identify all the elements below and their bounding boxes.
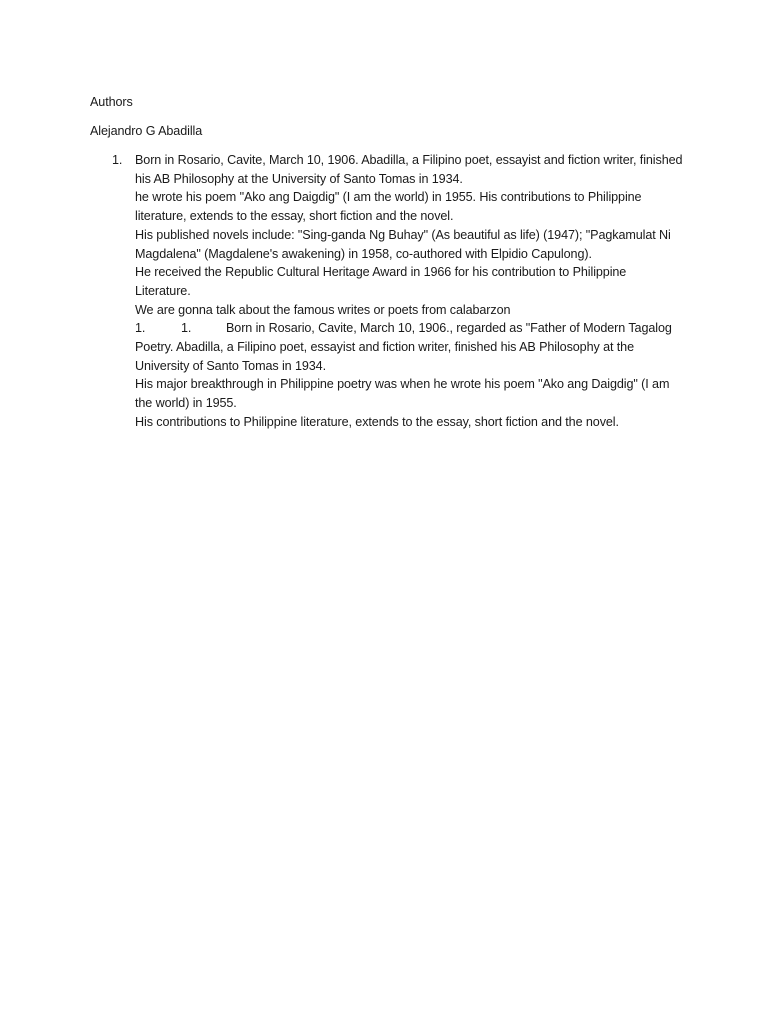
paragraph-novels: His published novels include: "Sing-ganda Ng Buhay" (As beautiful as life) (1947); "Pagkamulat Ni Magdalena" (Magdalene's awakening) in 1958, co-authored with Elpidio Capulong).: [135, 227, 671, 261]
paragraph-calabarzon: We are gonna talk about the famous writes or poets from calabarzon: [135, 302, 511, 317]
list-item-body: [135, 151, 685, 432]
paragraph-contributions: His contributions to Philippine literature, extends to the essay, short fiction and the novel.: [135, 414, 619, 429]
nested-marker-b: 1.: [181, 321, 192, 336]
paragraph-breakthrough: His major breakthrough in Philippine poetry was when he wrote his poem "Ako ang Daigdig" (I am the world) in 1955.: [135, 377, 670, 411]
nested-line-text: Born in Rosario, Cavite, March 10, 1906., regarded as "Father of Modern Tagalog Poetry. Abadilla, a Filipino poet, essayist and fiction writer, finished his AB Philosophy at the University of Santo Tomas in 1934.: [135, 321, 672, 373]
list-item-number: 1.: [112, 153, 123, 167]
nested-list-line: [135, 319, 685, 375]
nested-marker-a: 1.: [135, 321, 146, 336]
paragraph-poem: he wrote his poem "Ako ang Daigdig" (I am the world) in 1955. His contributions to Philippine literature, extends to the essay, short fiction and the novel.: [135, 190, 642, 224]
document-heading: Authors: [90, 95, 133, 109]
paragraph-award: He received the Republic Cultural Heritage Award in 1966 for his contribution to Philippine Literature.: [135, 265, 627, 298]
paragraph-birth: Born in Rosario, Cavite, March 10, 1906. Abadilla, a Filipino poet, essayist and fiction writer, finished his AB Philosophy at the University of Santo Tomas in 1934.: [135, 153, 683, 186]
author-name: Alejandro G Abadilla: [90, 124, 203, 138]
